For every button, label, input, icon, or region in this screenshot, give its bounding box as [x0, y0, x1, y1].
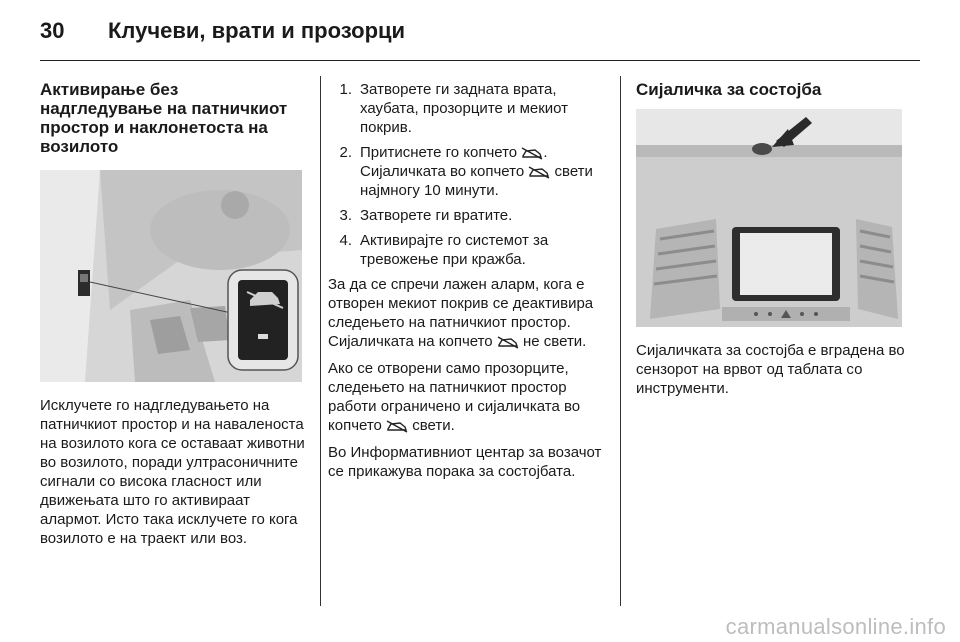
paragraph-text: Ако се отворени само прозорците, следењето на патничкиот простор работи ограничено и сијаличката во копчето: [328, 360, 581, 434]
paragraph-text: свети.: [412, 417, 455, 434]
paragraph-text: За да се спречи лажен аларм, кога е отворен мекиот покрив се деактивира следењето на патничкиот простор. Сијаличката на копчето: [328, 276, 594, 350]
header-rule: [40, 60, 920, 61]
step-text: Затворете ги вратите.: [360, 207, 513, 224]
status-led-figure-svg: [636, 109, 902, 327]
column-divider: [320, 76, 321, 606]
section-heading: Активирање без надгледување на патничкиот простор и наклонетоста на возилото: [40, 80, 288, 156]
list-item: [328, 231, 608, 269]
steps-list: [328, 80, 608, 269]
step-text: Активирајте го системот за тревожење при кражба.: [360, 232, 549, 268]
list-item: [328, 206, 608, 225]
column-1: [40, 80, 305, 556]
page-header: [40, 18, 920, 58]
body-paragraph: [328, 359, 608, 435]
step-text: [360, 143, 608, 200]
list-item: [328, 143, 608, 200]
paragraph-text: не свети.: [523, 333, 587, 350]
step-text-part: . Сијаличката во копчето: [360, 144, 548, 180]
step-text-part: свети најмногу 10 минути.: [360, 163, 593, 199]
watermark: carmanualsonline.info: [725, 614, 946, 639]
step-text: Затворете ги задната врата, хаубата, прозорците и мекиот покрив.: [360, 81, 569, 136]
car-alarm-icon: [386, 420, 408, 433]
step-number: 1.: [339, 81, 352, 98]
section-heading: Сијаличка за состојба: [636, 80, 822, 99]
car-alarm-icon: [521, 147, 543, 160]
body-paragraph: Исклучете го надгледувањето на патничкиот простор и на навалeноста на возилото кога се оставаат животни во возилото, поради ултрасоничните сигнали со висока гласност или движењата што го активираат алармот. Исто така исклучете го кога возилото е на траект или воз.: [40, 397, 305, 547]
body-paragraph: [328, 275, 608, 351]
dashboard-button-illustration: [40, 170, 302, 382]
car-alarm-icon: [528, 166, 550, 179]
body-paragraph: Во Информативниот центар за возачот се прикажува порака за состојбата.: [328, 444, 602, 480]
step-number: 2.: [339, 144, 352, 161]
page-title: Клучеви, врати и прозорци: [108, 18, 406, 43]
step-number: 3.: [339, 207, 352, 224]
car-alarm-icon: [497, 336, 519, 349]
step-text-part: Притиснете го копчето: [360, 144, 518, 161]
page-number: 30: [40, 18, 65, 43]
column-3: [636, 80, 906, 406]
column-divider: [620, 76, 621, 606]
column-2: [328, 80, 608, 489]
step-number: 4.: [339, 232, 352, 249]
button-figure-svg: [40, 170, 302, 382]
list-item: [328, 80, 608, 137]
status-led-illustration: [636, 109, 902, 327]
body-paragraph: Сијаличката за состојба е вградена во сензорот на врвот од таблата со инструменти.: [636, 342, 905, 397]
